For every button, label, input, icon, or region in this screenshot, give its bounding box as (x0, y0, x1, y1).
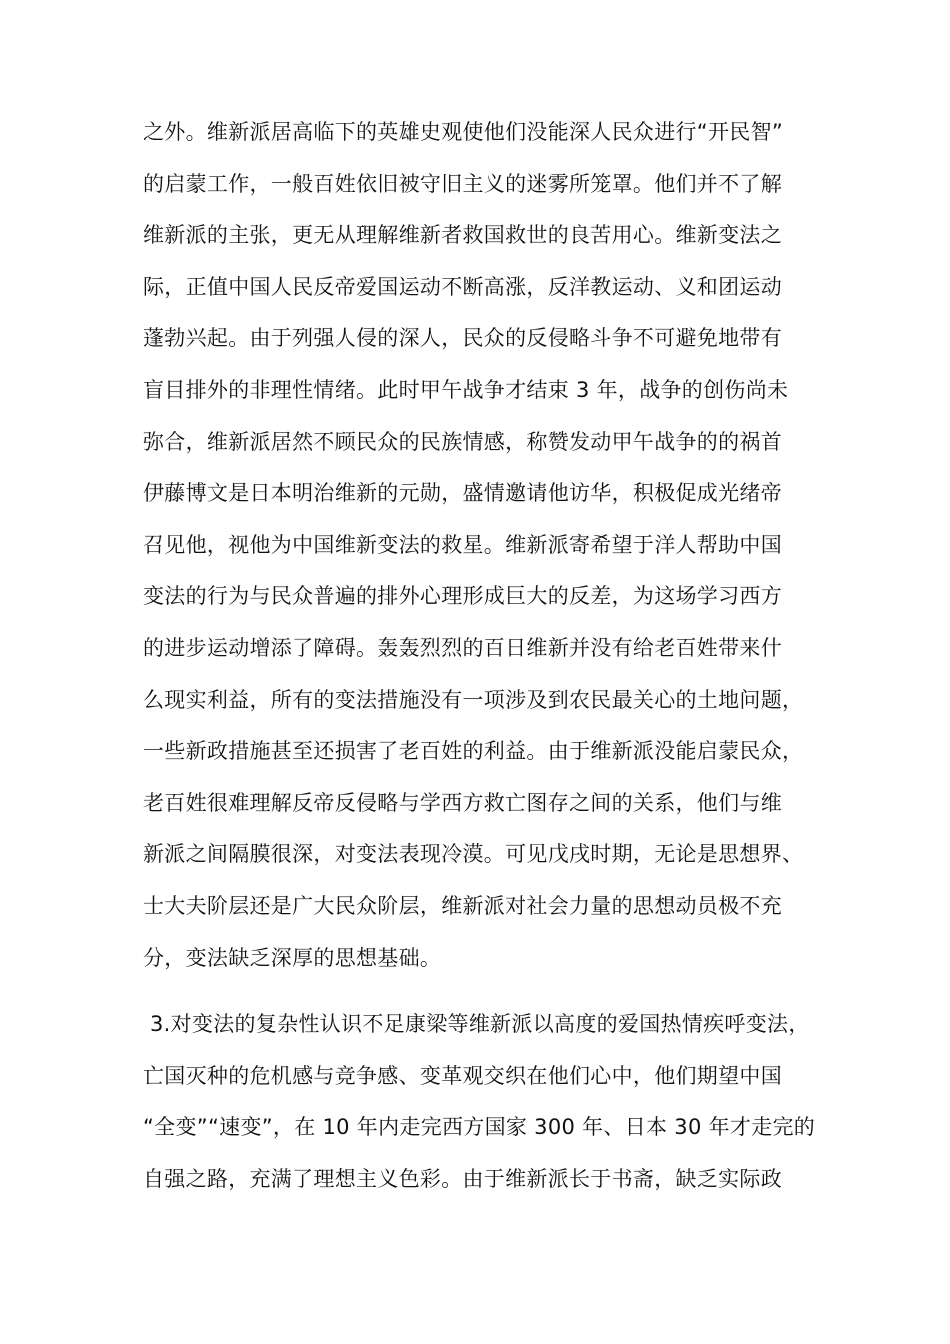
text-line: 一些新政措施甚至还损害了老百姓的利益。由于维新派没能启蒙民众， (143, 739, 804, 763)
text-line: 么现实利益，所有的变法措施没有一项涉及到农民最关心的土地问题， (143, 688, 804, 712)
text-line: 之外。维新派居高临下的英雄史观使他们没能深人民众进行“开民智” (143, 120, 784, 144)
text-line: 的进步运动增添了障碍。轰轰烈烈的百日维新并没有给老百姓带来什 (143, 636, 782, 660)
text-line: 伊藤博文是日本明治维新的元勋，盛情邀请他访华，积极促成光绪帝 (143, 481, 782, 505)
text-line: 际，正值中国人民反帝爱国运动不断高涨，反洋教运动、义和团运动 (143, 275, 782, 299)
text-line: 的启蒙工作，一般百姓依旧被守旧主义的迷雾所笼罩。他们并不了解 (143, 172, 782, 196)
text-line: 老百姓很难理解反帝反侵略与学西方救亡图存之间的关系，他们与维 (143, 791, 782, 815)
text-line: 自强之路，充满了理想主义色彩。由于维新派长于书斋，缺乏实际政 (143, 1167, 782, 1191)
text-line: 变法的行为与民众普遍的排外心理形成巨大的反差，为这场学习西方 (143, 584, 782, 608)
text-line: 亡国灭种的危机感与竞争感、变革观交织在他们心中，他们期望中国 (143, 1064, 782, 1088)
text-line: “全变”“速变”，在 10 年内走完西方国家 300 年、日本 30 年才走完的 (143, 1115, 816, 1139)
text-line: 蓬勃兴起。由于列强人侵的深人，民众的反侵略斗争不可避免地带有 (143, 326, 782, 350)
text-line: 分，变法缺乏深厚的思想基础。 (143, 946, 442, 970)
text-line: 士大夫阶层还是广大民众阶层，维新派对社会力量的思想动员极不充 (143, 894, 782, 918)
text-line: 召见他，视他为中国维新变法的救星。维新派寄希望于洋人帮助中国 (143, 533, 782, 557)
text-line: 盲目排外的非理性情绪。此时甲午战争才结束 3 年，战争的创伤尚未 (143, 378, 789, 402)
text-line: 维新派的主张，更无从理解维新者救国救世的良苦用心。维新变法之 (143, 223, 782, 247)
text-line: 新派之间隔膜很深，对变法表现冷漠。可见戊戌时期，无论是思想界、 (143, 842, 804, 866)
text-line: 弥合，维新派居然不顾民众的民族情感，称赞发动甲午战争的的祸首 (143, 430, 782, 454)
text-line: 3.对变法的复杂性认识不足康梁等维新派以高度的爱国热情疾呼变法， (150, 1012, 810, 1036)
